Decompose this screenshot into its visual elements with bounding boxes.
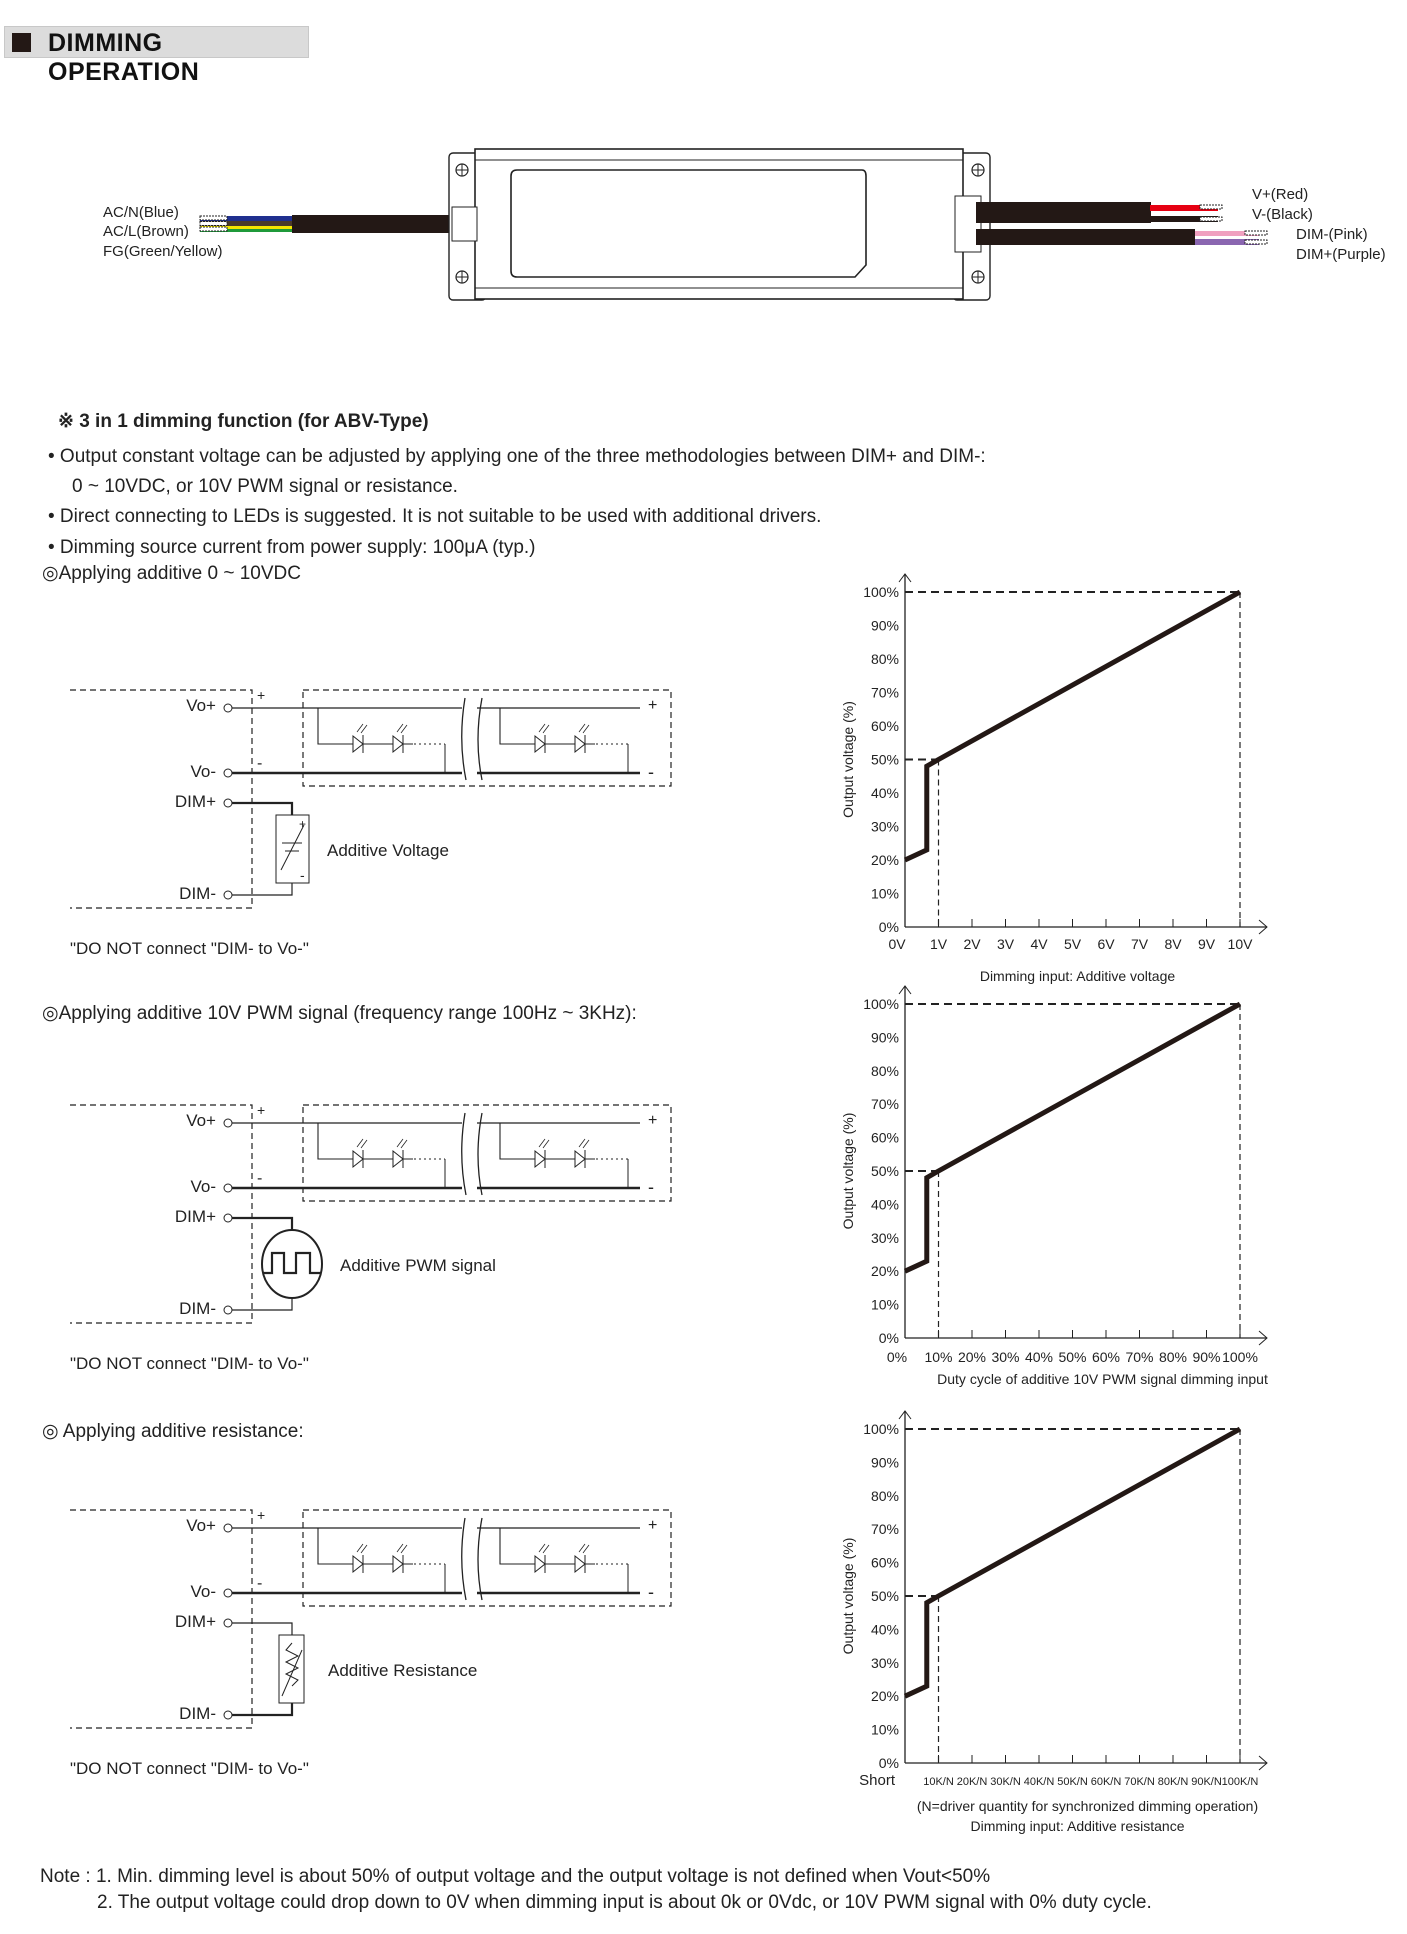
y-tick-label: 0% <box>878 919 899 935</box>
y-tick-label: 100% <box>863 996 899 1012</box>
y-tick-label: 30% <box>870 1654 899 1671</box>
x-tick-label: 8V <box>1164 936 1182 952</box>
y-tick-label: 40% <box>870 1196 899 1213</box>
y-tick-label: 60% <box>870 718 899 734</box>
led-polarity-plus: + <box>648 697 658 714</box>
x-tick-label: 80% <box>1158 1349 1188 1365</box>
y-tick-label: 100% <box>863 1421 899 1437</box>
y-tick-label: 50% <box>870 1163 899 1179</box>
y-tick-label: 10% <box>870 885 899 902</box>
x-tick-label: 90% <box>1192 1349 1221 1365</box>
wire-label-fg: FG(Green/Yellow) <box>103 243 223 260</box>
warning-text: "DO NOT connect "DIM- to Vo-" <box>70 939 309 958</box>
x-tick-label: 20% <box>957 1349 987 1365</box>
x-axis-label: Dimming input: Additive voltage <box>979 968 1176 984</box>
polarity-plus: + <box>257 687 266 703</box>
wire-label-acn: AC/N(Blue) <box>103 204 179 221</box>
y-tick-label: 30% <box>870 1229 899 1246</box>
led-polarity-minus: - <box>648 762 654 782</box>
x-tick-label: 40K/N <box>1023 1776 1055 1788</box>
x-tick-label: 20K/N <box>956 1776 988 1788</box>
terminal-label-dim-minus: DIM- <box>179 884 216 903</box>
x-tick-label: 10V <box>1227 936 1253 952</box>
x-tick-label: 50K/N <box>1057 1776 1088 1788</box>
x-tick-label: 70% <box>1125 1349 1154 1365</box>
x-tick-label: 70K/N <box>1124 1776 1155 1788</box>
terminal-label-dim-plus: DIM+ <box>174 792 216 811</box>
x-tick-label: 0% <box>886 1349 908 1365</box>
section-title: DIMMING OPERATION <box>48 29 200 86</box>
y-tick-label: 40% <box>870 1621 899 1638</box>
intro-bullet-3: • Dimming source current from power supply: 100μA (typ.) <box>48 537 536 558</box>
x-tick-label: 100% <box>1222 1349 1258 1365</box>
x-tick-label: 30% <box>991 1349 1020 1365</box>
terminal-label-vo-minus: Vo- <box>190 1582 216 1601</box>
source-label: Additive Resistance <box>328 1661 478 1680</box>
y-tick-label: 80% <box>870 1062 899 1079</box>
terminal-label-vo-plus: Vo+ <box>186 696 216 715</box>
wire-label-dim-plus: DIM+(Purple) <box>1296 246 1386 263</box>
wire-label-vminus: V-(Black) <box>1252 206 1313 223</box>
y-tick-label: 60% <box>870 1129 899 1146</box>
x-tick-label: 3V <box>996 936 1015 952</box>
y-tick-label: 90% <box>870 1029 899 1046</box>
y-tick-label: 90% <box>870 617 899 634</box>
warning-text: "DO NOT connect "DIM- to Vo-" <box>70 1354 309 1373</box>
x-tick-label: 2V <box>963 936 981 952</box>
x-tick-label: 9V <box>1197 936 1216 952</box>
polarity-plus: + <box>257 1102 266 1118</box>
wire-label-dim-minus: DIM-(Pink) <box>1296 226 1368 243</box>
y-axis-label: Output voltage (%) <box>840 701 856 818</box>
section-title-resistance: ◎ Applying additive resistance: <box>42 1421 304 1442</box>
y-tick-label: 50% <box>870 751 899 768</box>
x-tick-label: 90K/N <box>1191 1776 1222 1788</box>
intro-bullet-2: • Direct connecting to LEDs is suggested. It is not suitable to be used with additional drivers. <box>48 506 822 527</box>
x-axis-label: Duty cycle of additive 10V PWM signal dimming input <box>937 1371 1268 1387</box>
section-title-pwm: ◎Applying additive 10V PWM signal (frequency range 100Hz ~ 3KHz): <box>42 1003 637 1024</box>
intro-bullet-1: • Output constant voltage can be adjusted by applying one of the three methodologies between DIM+ and DIM-: <box>48 446 986 467</box>
x-tick-label: 10K/N <box>923 1776 954 1788</box>
x-axis-label: Dimming input: Additive resistance <box>970 1818 1185 1834</box>
source-minus: - <box>300 867 305 883</box>
x-tick-label: 80K/N <box>1157 1776 1189 1788</box>
polarity-minus: - <box>257 1575 263 1592</box>
y-tick-label: 20% <box>870 1263 899 1280</box>
terminal-label-vo-plus: Vo+ <box>186 1111 216 1130</box>
x-tick-label: 4V <box>1030 936 1048 952</box>
y-tick-label: 30% <box>870 818 899 835</box>
y-tick-label: 20% <box>870 852 899 868</box>
x-tick-label: 100K/N <box>1221 1776 1259 1788</box>
y-tick-label: 70% <box>870 684 899 701</box>
x-tick-label: 0V <box>888 936 906 952</box>
x-tick-label: 1V <box>929 936 948 952</box>
x-tick-label: 60K/N <box>1090 1776 1122 1788</box>
source-label: Additive Voltage <box>327 841 449 860</box>
y-tick-label: 10% <box>870 1721 899 1738</box>
terminal-label-vo-minus: Vo- <box>190 762 216 781</box>
x-axis-note: (N=driver quantity for synchronized dimming operation) <box>916 1798 1259 1814</box>
wire-label-vplus: V+(Red) <box>1252 186 1309 203</box>
polarity-plus: + <box>257 1507 266 1523</box>
y-axis-label: Output voltage (%) <box>840 1112 856 1230</box>
y-tick-label: 90% <box>870 1454 899 1471</box>
warning-text: "DO NOT connect "DIM- to Vo-" <box>70 1759 309 1778</box>
y-tick-label: 80% <box>870 651 899 667</box>
y-tick-label: 70% <box>870 1521 899 1538</box>
y-tick-label: 70% <box>870 1096 899 1113</box>
source-label: Additive PWM signal <box>340 1256 496 1275</box>
y-tick-label: 40% <box>870 785 899 801</box>
polarity-minus: - <box>257 755 263 772</box>
y-tick-label: 50% <box>870 1588 899 1604</box>
y-tick-label: 20% <box>870 1688 899 1705</box>
terminal-label-dim-minus: DIM- <box>179 1704 216 1723</box>
x-tick-label: 50% <box>1058 1349 1087 1365</box>
led-polarity-plus: + <box>648 1112 658 1129</box>
terminal-label-dim-minus: DIM- <box>179 1299 216 1318</box>
x-tick-label: 5V <box>1063 936 1082 952</box>
terminal-label-vo-minus: Vo- <box>190 1177 216 1196</box>
note-2: 2. The output voltage could drop down to 0V when dimming input is about 0k or 0Vdc, or 10V PWM signal with 0% duty cycle. <box>97 1892 1152 1913</box>
y-tick-label: 60% <box>870 1554 899 1571</box>
x-tick-label: 40% <box>1024 1349 1054 1365</box>
wire-label-acl: AC/L(Brown) <box>103 223 189 240</box>
section-title-voltage: ◎Applying additive 0 ~ 10VDC <box>42 563 301 584</box>
terminal-label-dim-plus: DIM+ <box>174 1207 216 1226</box>
y-tick-label: 80% <box>870 1487 899 1504</box>
y-tick-label: 0% <box>878 1755 899 1771</box>
intro-bullet-1-cont: 0 ~ 10VDC, or 10V PWM signal or resistance. <box>72 476 458 497</box>
note-1: Note : 1. Min. dimming level is about 50% of output voltage and the output voltage is not defined when Vout<50% <box>40 1866 991 1887</box>
intro-heading: ※ 3 in 1 dimming function (for ABV-Type) <box>58 411 429 432</box>
x-tick-label: 7V <box>1130 936 1149 952</box>
terminal-label-vo-plus: Vo+ <box>186 1516 216 1535</box>
y-axis-label: Output voltage (%) <box>840 1537 856 1655</box>
source-plus: + <box>299 817 307 831</box>
x-tick-label: 60% <box>1091 1349 1121 1365</box>
y-tick-label: 10% <box>870 1296 899 1313</box>
y-tick-label: 100% <box>863 584 899 600</box>
y-tick-label: 0% <box>878 1330 899 1346</box>
x-tick-label: 10% <box>924 1349 953 1365</box>
terminal-label-dim-plus: DIM+ <box>174 1612 216 1631</box>
x-tick-label: Short <box>859 1772 895 1789</box>
x-tick-label: 30K/N <box>990 1776 1021 1788</box>
led-polarity-minus: - <box>648 1582 654 1602</box>
polarity-minus: - <box>257 1170 263 1187</box>
x-tick-label: 6V <box>1097 936 1115 952</box>
series-line <box>905 1429 1240 1696</box>
led-polarity-plus: + <box>648 1517 658 1534</box>
led-polarity-minus: - <box>648 1177 654 1197</box>
